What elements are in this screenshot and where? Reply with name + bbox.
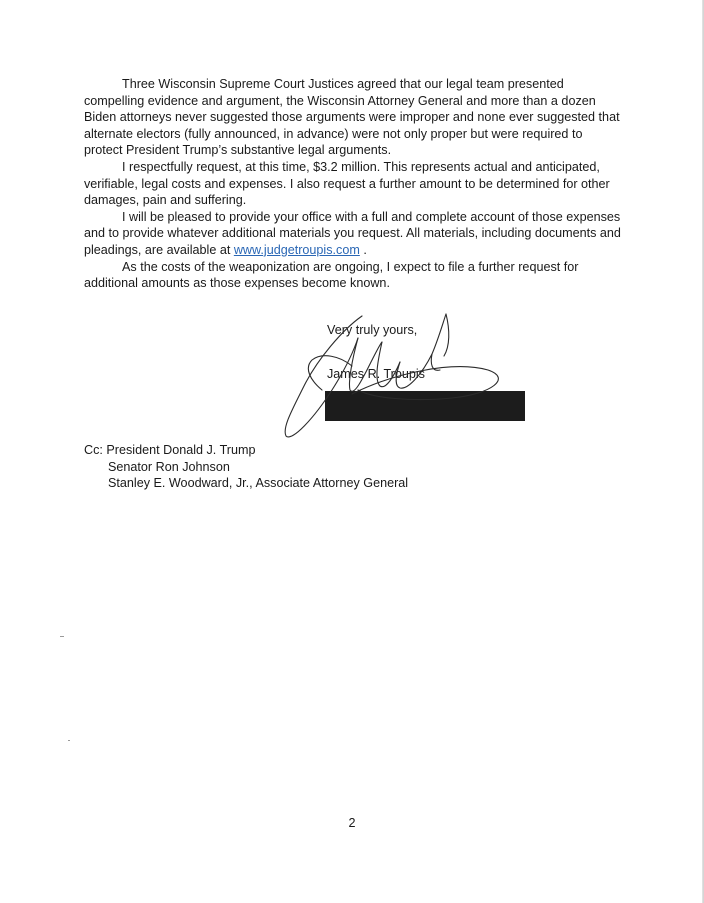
cc-line-2 bbox=[84, 459, 408, 476]
closing-salutation: Very truly yours, bbox=[327, 323, 418, 337]
paragraph-materials bbox=[84, 209, 624, 259]
paragraph-materials-end: . bbox=[359, 242, 367, 257]
cc-prefix: Cc: bbox=[84, 443, 103, 457]
scan-speck bbox=[60, 636, 64, 637]
cc-recipient: Stanley E. Woodward, Jr., Associate Attorney General bbox=[108, 476, 409, 491]
letter-body bbox=[84, 76, 624, 292]
signer-name: James R. Troupis bbox=[327, 367, 425, 381]
judgetroupis-link[interactable]: www.judgetroupis.com bbox=[233, 242, 360, 257]
page-number: 2 bbox=[348, 816, 356, 830]
cc-line-1 bbox=[84, 442, 408, 459]
cc-recipient: Senator Ron Johnson bbox=[108, 459, 230, 474]
paragraph-request: I respectfully request, at this time, $3.2 million. This represents actual and anticipated, verifiable, legal costs and expenses. I also request a further amount to be determined for other damages, pain and suffering. bbox=[84, 159, 610, 208]
paragraph-weaponization: As the costs of the weaponization are ongoing, I expect to file a further request for additional amounts as those expenses become known. bbox=[84, 259, 579, 291]
paragraph-justices: Three Wisconsin Supreme Court Justices agreed that our legal team presented compelling evidence and argument, the Wisconsin Attorney General and more than a dozen Biden attorneys never suggested those arguments were improper and none ever suggested that alternate electors (fully announced, in advance) were not only proper but were required to protect President Trump’s substantive legal arguments. bbox=[84, 77, 620, 158]
handwritten-signature bbox=[262, 290, 512, 450]
cc-line-3 bbox=[84, 475, 408, 492]
cc-recipient: President Donald J. Trump bbox=[106, 443, 256, 457]
scan-speck bbox=[68, 740, 70, 741]
cc-block bbox=[84, 442, 408, 492]
paragraph-materials-text: I will be pleased to provide your office with a full and complete account of those expenses and to provide whatever additional materials you request. All materials, including documents and pleadings, are available at bbox=[84, 209, 621, 257]
